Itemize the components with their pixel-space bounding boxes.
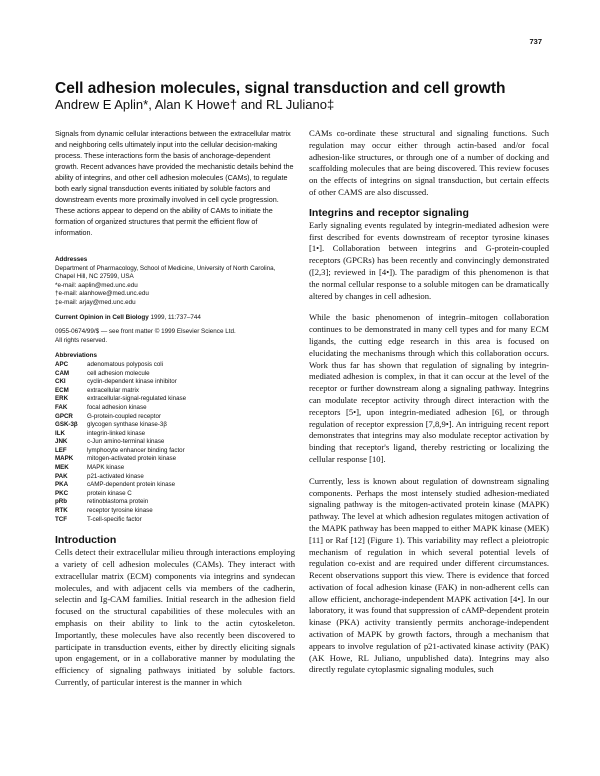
continued-paragraph: CAMs co-ordinate these structural and signaling functions. Such regulation may occur either through actin-based and/or focal adhesion-like structures, or through one of a number of docking and scaffolding molecules that are being discovered. This review focuses on the effects of integrins on signal transduction, but certain effects of other CAMS are also discussed. xyxy=(309,128,549,197)
abbreviation-row xyxy=(55,455,295,464)
section-heading: Integrins and receptor signaling xyxy=(309,206,469,219)
abbreviation-row xyxy=(55,430,295,439)
page-number: 737 xyxy=(529,37,542,46)
email-line: †e-mail: alanhowe@med.unc.edu xyxy=(55,290,149,298)
section-paragraph: Currently, less is known about regulation of downstream signaling components. Perhaps the most intensely studied adhesion-mediated signaling pathway is the mitogen-activated protein kinase (MAPK) pathway. The level at which adhesion regulates mitogen activation of the MAPK pathway has been mapped to either MAPK kinase (MEK) [11] or Raf [12] (Figure 1). This variability may reflect a pleiotropic mechanism of regulation in which several potential levels of regulation co-exist and are required under different circumstances. Recent observations support this view. There is evidence that forced activation of focal adhesion kinase (FAK) in non-adherent cells can allow efficient, anchorage-independent MAPK activation [4•]. In our laboratory, it was found that suppression of cAMP-dependent protein kinase (PKA) activity transiently permits anchorage-independent activation of MAPK by growth factors, through a mechanism that appears to involve regulation of p21-activated kinase activity (PAK) (AK Howe, RL Juliano, unpublished data). Integrins may also directly regulate cytoplasmic signaling modules, such xyxy=(309,475,549,675)
abbreviation-row xyxy=(55,447,295,456)
abbr-definition: retinoblastoma protein xyxy=(87,498,149,506)
introduction-section xyxy=(55,534,295,689)
abbr-term: RTK xyxy=(55,507,68,515)
abbr-term: GSK-3β xyxy=(55,421,78,429)
abbreviation-row xyxy=(55,404,295,413)
section-paragraph: While the basic phenomenon of integrin–mitogen collaboration continues to be demonstrated in many cell types and for many ECM ligands, the cutting edge research in this area is focused on elucidating the mechanisms through which this collaboration occurs. Work thus far has shown that regulation of signaling by integrin-mediated adhesion is complex, in that it can occur at the level of the receptor or further downstream along a signaling pathway. Integrins can modulate receptor activity through direct interaction with the receptors [5•], upon integrin-mediated adhesion [6], or through regulation of receptor expression [7,8,9•]. An intriguing recent report demonstrates that integrins may also modulate receptor activation by binding that receptor's ligand, thereby restricting or localizing the cellular response [10]. xyxy=(309,312,549,464)
abbreviation-row xyxy=(55,421,295,430)
abbreviation-row xyxy=(55,473,295,482)
abbr-definition: G-protein-coupled receptor xyxy=(87,412,161,420)
abbr-term: LEF xyxy=(55,446,67,454)
abbr-definition: protein kinase C xyxy=(87,489,132,497)
abbr-definition: receptor tyrosine kinase xyxy=(87,507,153,515)
article-authors: Andrew E Aplin*, Alan K Howe† and RL Juliano‡ xyxy=(55,97,335,112)
abbreviation-row xyxy=(55,516,295,525)
abbr-definition: cell adhesion molecule xyxy=(87,369,150,377)
abbr-term: PKC xyxy=(55,489,69,497)
addresses xyxy=(55,256,295,308)
abbr-term: CAM xyxy=(55,369,70,377)
email-line: *e-mail: aaplin@med.unc.edu xyxy=(55,281,138,289)
introduction-paragraph: Cells detect their extracellular milieu through interactions employing a variety of cell adhesion molecules (CAMs). They interact with extracellular matrix (ECM) components via integrins and syndecan molecules, and with adjacent cells via members of the cadherin, selectin and Ig-CAM families. Initial research in the adhesion field focused on the structural capabilities of these molecules with an emphasis on their ability to link to the actin cytoskeleton. Importantly, these molecules have also recently been discovered to participate in transduction events, either by directly eliciting signals upon engagement, or in a collaborative manner by modulating the efficiency of signaling pathways initiated by soluble factors. Currently, of particular interest is the manner in which xyxy=(55,547,295,687)
abbr-term: JNK xyxy=(55,438,68,446)
abbreviation-row xyxy=(55,395,295,404)
abbreviations xyxy=(55,352,295,524)
abbreviation-row xyxy=(55,498,295,507)
abbreviation-row xyxy=(55,507,295,516)
citation-journal: Current Opinion in Cell Biology xyxy=(55,313,149,321)
abbr-definition: MAPK kinase xyxy=(87,464,125,472)
abbreviation-row xyxy=(55,378,295,387)
abbr-term: ERK xyxy=(55,395,69,403)
abbr-term: TCF xyxy=(55,515,68,523)
addresses-heading: Addresses xyxy=(55,256,88,263)
abbreviation-row xyxy=(55,464,295,473)
copyright-line: 0955-0674/99/$ — see front matter © 1999 Elsevier Science Ltd. xyxy=(55,328,236,336)
email-line: ‡e-mail: arjay@med.unc.edu xyxy=(55,298,136,306)
abbr-term: pRb xyxy=(55,498,68,506)
abbr-definition: integrin-linked kinase xyxy=(87,429,146,437)
abbreviation-row xyxy=(55,387,295,396)
abbreviations-heading: Abbreviations xyxy=(55,352,97,360)
abbr-definition: adenomatous polyposis coli xyxy=(87,360,164,368)
abbreviation-row xyxy=(55,481,295,490)
abbr-term: ILK xyxy=(55,429,65,437)
abbr-term: PAK xyxy=(55,472,68,480)
abbr-definition: focal adhesion kinase xyxy=(87,403,147,411)
abbr-term: MAPK xyxy=(55,455,74,463)
abbr-definition: extracellular-signal-regulated kinase xyxy=(87,395,187,403)
abbreviation-row xyxy=(55,438,295,447)
abbr-definition: cyclin-dependent kinase inhibitor xyxy=(87,378,177,386)
abbr-definition: T-cell-specific factor xyxy=(87,515,142,523)
abbr-term: ECM xyxy=(55,386,69,394)
abbr-definition: p21-activated kinase xyxy=(87,472,144,480)
article-title: Cell adhesion molecules, signal transduction and cell growth xyxy=(55,80,506,97)
abbreviation-row xyxy=(55,490,295,499)
abbr-definition: cAMP-dependent protein kinase xyxy=(87,481,176,489)
abbr-term: PKA xyxy=(55,481,69,489)
address-line: Department of Pharmacology, School of Medicine, University of North Carolina, Chapel Hill, NC 27599, USA xyxy=(55,264,276,281)
abbr-term: FAK xyxy=(55,403,68,411)
abbreviation-row xyxy=(55,361,295,370)
right-column xyxy=(309,128,549,676)
abbr-definition: c-Jun amino-terminal kinase xyxy=(87,438,165,446)
abbreviation-row xyxy=(55,370,295,379)
abbreviation-row xyxy=(55,413,295,422)
abbr-term: GPCR xyxy=(55,412,73,420)
abbr-term: CKI xyxy=(55,378,66,386)
left-column xyxy=(55,128,295,689)
citation-details: 1999, 11:737–744 xyxy=(150,313,201,321)
abbr-term: MEK xyxy=(55,464,69,472)
abbr-definition: extracellular matrix xyxy=(87,386,139,394)
abbr-definition: lymphocyte enhancer binding factor xyxy=(87,446,185,454)
copyright-line: All rights reserved. xyxy=(55,336,108,344)
abbr-definition: mitogen-activated protein kinase xyxy=(87,455,177,463)
abstract-text: Signals from dynamic cellular interactions between the extracellular matrix and neighboring cells ultimately input into the cellular decision-making process. These interactions form the basis of anchorage-dependent growth. Recent advances have provided the mechanistic details behind the ability of integrins, and other cell adhesion molecules (CAMs), to regulate both early signal transduction events initiated by soluble factors and downstream events more proximally involved in cell cycle progression. These actions appear to depend on the ability of CAMs to initiate the formation of organized structures that permit the efficient flow of information. xyxy=(55,129,294,237)
citation xyxy=(55,314,295,323)
abbr-term: APC xyxy=(55,360,69,368)
introduction-heading: Introduction xyxy=(55,534,117,547)
abstract xyxy=(55,128,295,238)
copyright xyxy=(55,328,295,345)
abbr-definition: glycogen synthase kinase-3β xyxy=(87,421,167,429)
section-paragraph: Early signaling events regulated by integrin-mediated adhesion were first described for events downstream of receptor tyrosine kinases [1•]. Collaboration between integrins and G-protein-coupled receptors (GPCRs) has been recently and convincingly demonstrated ([2,3]; reviewed in [4•]). The paradigm of this phenomenon is that the normal cellular response to a soluble mitogen can be dramatically altered by changes in cell adhesion. xyxy=(309,219,549,301)
